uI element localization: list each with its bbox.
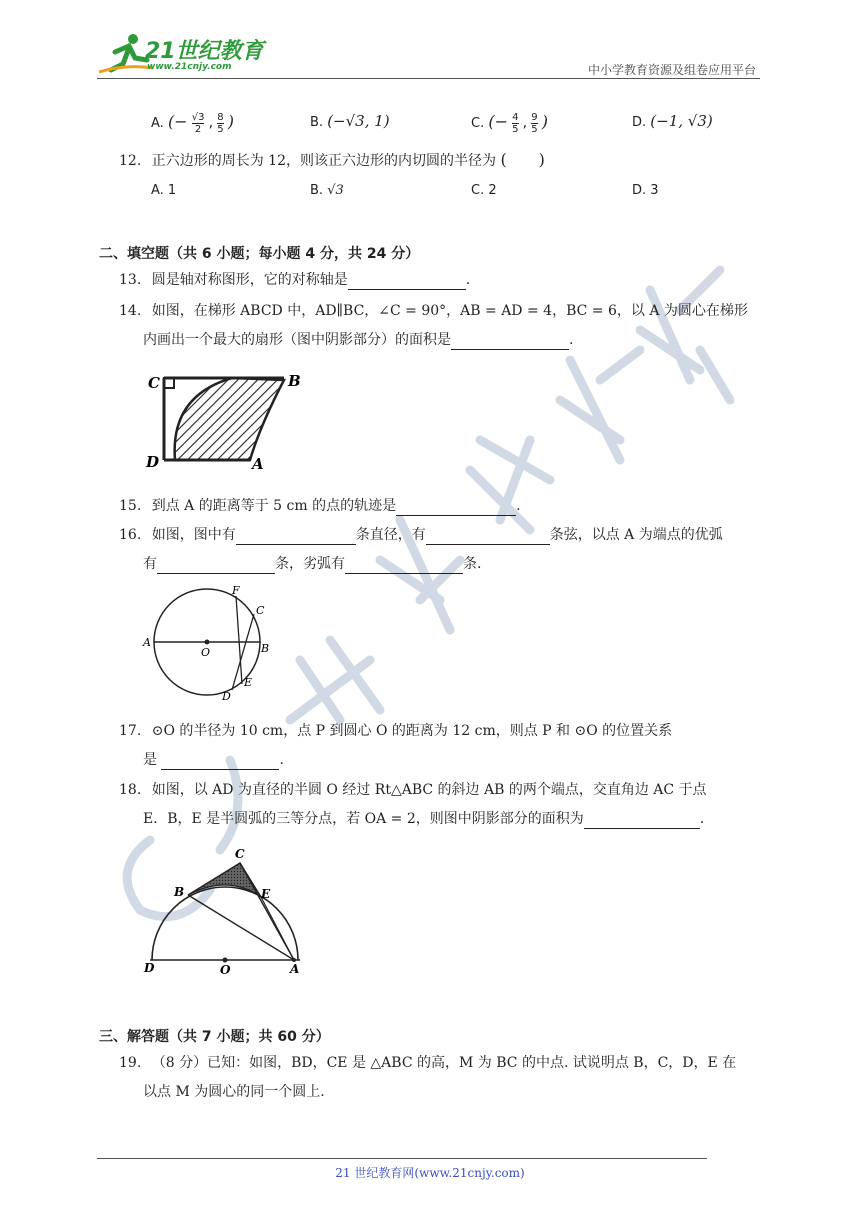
question-text: 条. bbox=[463, 556, 482, 572]
fig-label-c: C bbox=[256, 604, 265, 617]
fig-label-b: B bbox=[288, 372, 301, 390]
q16-figure bbox=[140, 584, 275, 702]
question-text: 如图，在梯形 ABCD 中，AD∥BC，∠C = 90°，AB = AD = 4，BC = 6，以 A 为圆心在梯形 bbox=[151, 303, 748, 319]
footer-link[interactable]: 21 世纪教育网(www.21cnjy.com) bbox=[335, 1166, 525, 1180]
q17-line2 bbox=[143, 750, 284, 770]
question-text: 到点 A 的距离等于 5 cm 的点的轨迹是 bbox=[151, 498, 397, 514]
question-text: 内画出一个最大的扇形（图中阴影部分）的面积是 bbox=[143, 332, 451, 348]
q16-line1 bbox=[119, 525, 723, 545]
logo-url: www.21cnjy.com bbox=[147, 62, 232, 72]
answer-blank[interactable] bbox=[584, 812, 700, 829]
end-mark: . bbox=[569, 332, 574, 348]
q14-line2 bbox=[143, 330, 573, 350]
header-rule bbox=[97, 78, 760, 79]
choice-label: D. bbox=[632, 115, 647, 130]
q15 bbox=[119, 496, 521, 516]
q12-choice-a: A. 1 bbox=[151, 183, 177, 198]
section-2-title: 二、填空题（共 6 小题；每小题 4 分，共 24 分） bbox=[99, 246, 420, 262]
q12-choice-b bbox=[310, 183, 344, 198]
q19-line1 bbox=[119, 1053, 736, 1073]
fig-label-o: O bbox=[220, 963, 231, 976]
q12-stem bbox=[119, 150, 545, 171]
question-number: 17. bbox=[119, 723, 142, 739]
q19-line2 bbox=[143, 1082, 325, 1102]
choice-label: B. bbox=[310, 115, 324, 130]
q11-choice-c: C. (− $\frac{4}{5}$ , $\frac{9}{5}$ ) bbox=[471, 112, 549, 135]
fig-label-d: D bbox=[146, 453, 160, 471]
question-text: E．B，E 是半圆弧的三等分点，若 OA = 2，则图中阴影部分的面积为 bbox=[143, 811, 584, 827]
answer-blank[interactable] bbox=[451, 333, 569, 350]
question-number: 13. bbox=[119, 272, 142, 288]
fig-label-e: E bbox=[244, 676, 253, 689]
choice-label: B. bbox=[310, 183, 324, 198]
fig-label-d: D bbox=[144, 961, 155, 975]
question-text: 有 bbox=[143, 556, 157, 572]
choice-value: √3 bbox=[327, 183, 344, 198]
question-text: 圆是轴对称图形，它的对称轴是 bbox=[151, 272, 348, 288]
choice-label: A. bbox=[151, 116, 164, 131]
answer-paren: ( ) bbox=[500, 150, 545, 169]
end-mark: . bbox=[465, 272, 471, 288]
q11-choice-a: A. (− $\frac{√3}{2}$ , $\frac{8}{5}$ ) bbox=[151, 112, 234, 135]
q11-choice-d: D. (−1, √3) bbox=[632, 112, 713, 130]
fig-label-a: A bbox=[290, 962, 300, 976]
fig-label-b: B bbox=[174, 885, 185, 899]
answer-blank[interactable] bbox=[426, 528, 550, 545]
fig-label-a: A bbox=[143, 636, 151, 649]
q11-choice-b: B. (−√3, 1) bbox=[310, 112, 390, 130]
answer-blank[interactable] bbox=[345, 557, 463, 574]
choice-label: C. bbox=[471, 116, 485, 131]
end-mark: . bbox=[699, 811, 705, 827]
question-number: 16. bbox=[119, 527, 142, 543]
fig-label-c: C bbox=[235, 847, 245, 861]
fig-label-o: O bbox=[201, 646, 211, 659]
q18-figure bbox=[140, 846, 310, 976]
answer-blank[interactable] bbox=[396, 499, 516, 516]
question-number: 19. bbox=[119, 1055, 142, 1071]
question-text: （8 分）已知：如图，BD，CE 是 △ABC 的高，M 为 BC 的中点. 试说明点 B，C，D，E 在 bbox=[151, 1055, 737, 1071]
q12-choice-d: D. 3 bbox=[632, 183, 659, 198]
fig-label-b: B bbox=[261, 642, 270, 655]
question-text: 如图，图中有 bbox=[151, 527, 236, 543]
question-text: 条直径，有 bbox=[355, 527, 426, 543]
question-text: ⊙O 的半径为 10 cm，点 P 到圆心 O 的距离为 12 cm，则点 P 和 ⊙O 的位置关系 bbox=[151, 723, 673, 739]
question-number: 18. bbox=[119, 782, 142, 798]
question-number: 15. bbox=[119, 498, 142, 514]
q14-line1 bbox=[119, 301, 748, 321]
answer-blank[interactable] bbox=[161, 753, 279, 770]
q16-line2 bbox=[143, 554, 481, 574]
question-number: 14. bbox=[119, 303, 142, 319]
q17-line1 bbox=[119, 721, 672, 741]
answer-blank[interactable] bbox=[348, 273, 466, 290]
answer-blank[interactable] bbox=[157, 557, 275, 574]
header-right-text: 中小学教育资源及组卷应用平台 bbox=[587, 63, 756, 77]
section-3-title: 三、解答题（共 7 小题；共 60 分） bbox=[99, 1029, 330, 1045]
q12-choice-c: C. 2 bbox=[471, 183, 497, 198]
end-mark: . bbox=[516, 498, 521, 514]
answer-blank[interactable] bbox=[236, 528, 356, 545]
fig-label-a: A bbox=[252, 455, 264, 473]
question-text: 条，劣弧有 bbox=[275, 556, 345, 572]
footer-rule bbox=[97, 1158, 707, 1159]
fig-label-d: D bbox=[222, 690, 231, 702]
question-text: 正六边形的周长为 12，则该正六边形的内切圆的半径为 bbox=[151, 153, 496, 169]
header-logo bbox=[95, 30, 265, 78]
question-text: 如图，以 AD 为直径的半圆 O 经过 Rt△ABC 的斜边 AB 的两个端点，交直角边 AC 于点 bbox=[151, 782, 707, 798]
q18-line2 bbox=[143, 809, 704, 829]
q14-figure bbox=[142, 366, 312, 476]
fig-label-e: E bbox=[261, 887, 271, 901]
end-mark: . bbox=[279, 752, 284, 768]
fig-label-c: C bbox=[148, 374, 160, 392]
question-number: 12. bbox=[119, 153, 142, 169]
question-text: 以点 M 为圆心的同一个圆上. bbox=[143, 1084, 325, 1100]
fig-label-f: F bbox=[232, 584, 240, 597]
question-text: 是 bbox=[143, 752, 157, 768]
q13 bbox=[119, 270, 470, 290]
question-text: 条弦，以点 A 为端点的优弧 bbox=[549, 527, 723, 543]
logo-text: 21世纪教育 bbox=[145, 39, 264, 64]
q18-line1 bbox=[119, 780, 707, 800]
